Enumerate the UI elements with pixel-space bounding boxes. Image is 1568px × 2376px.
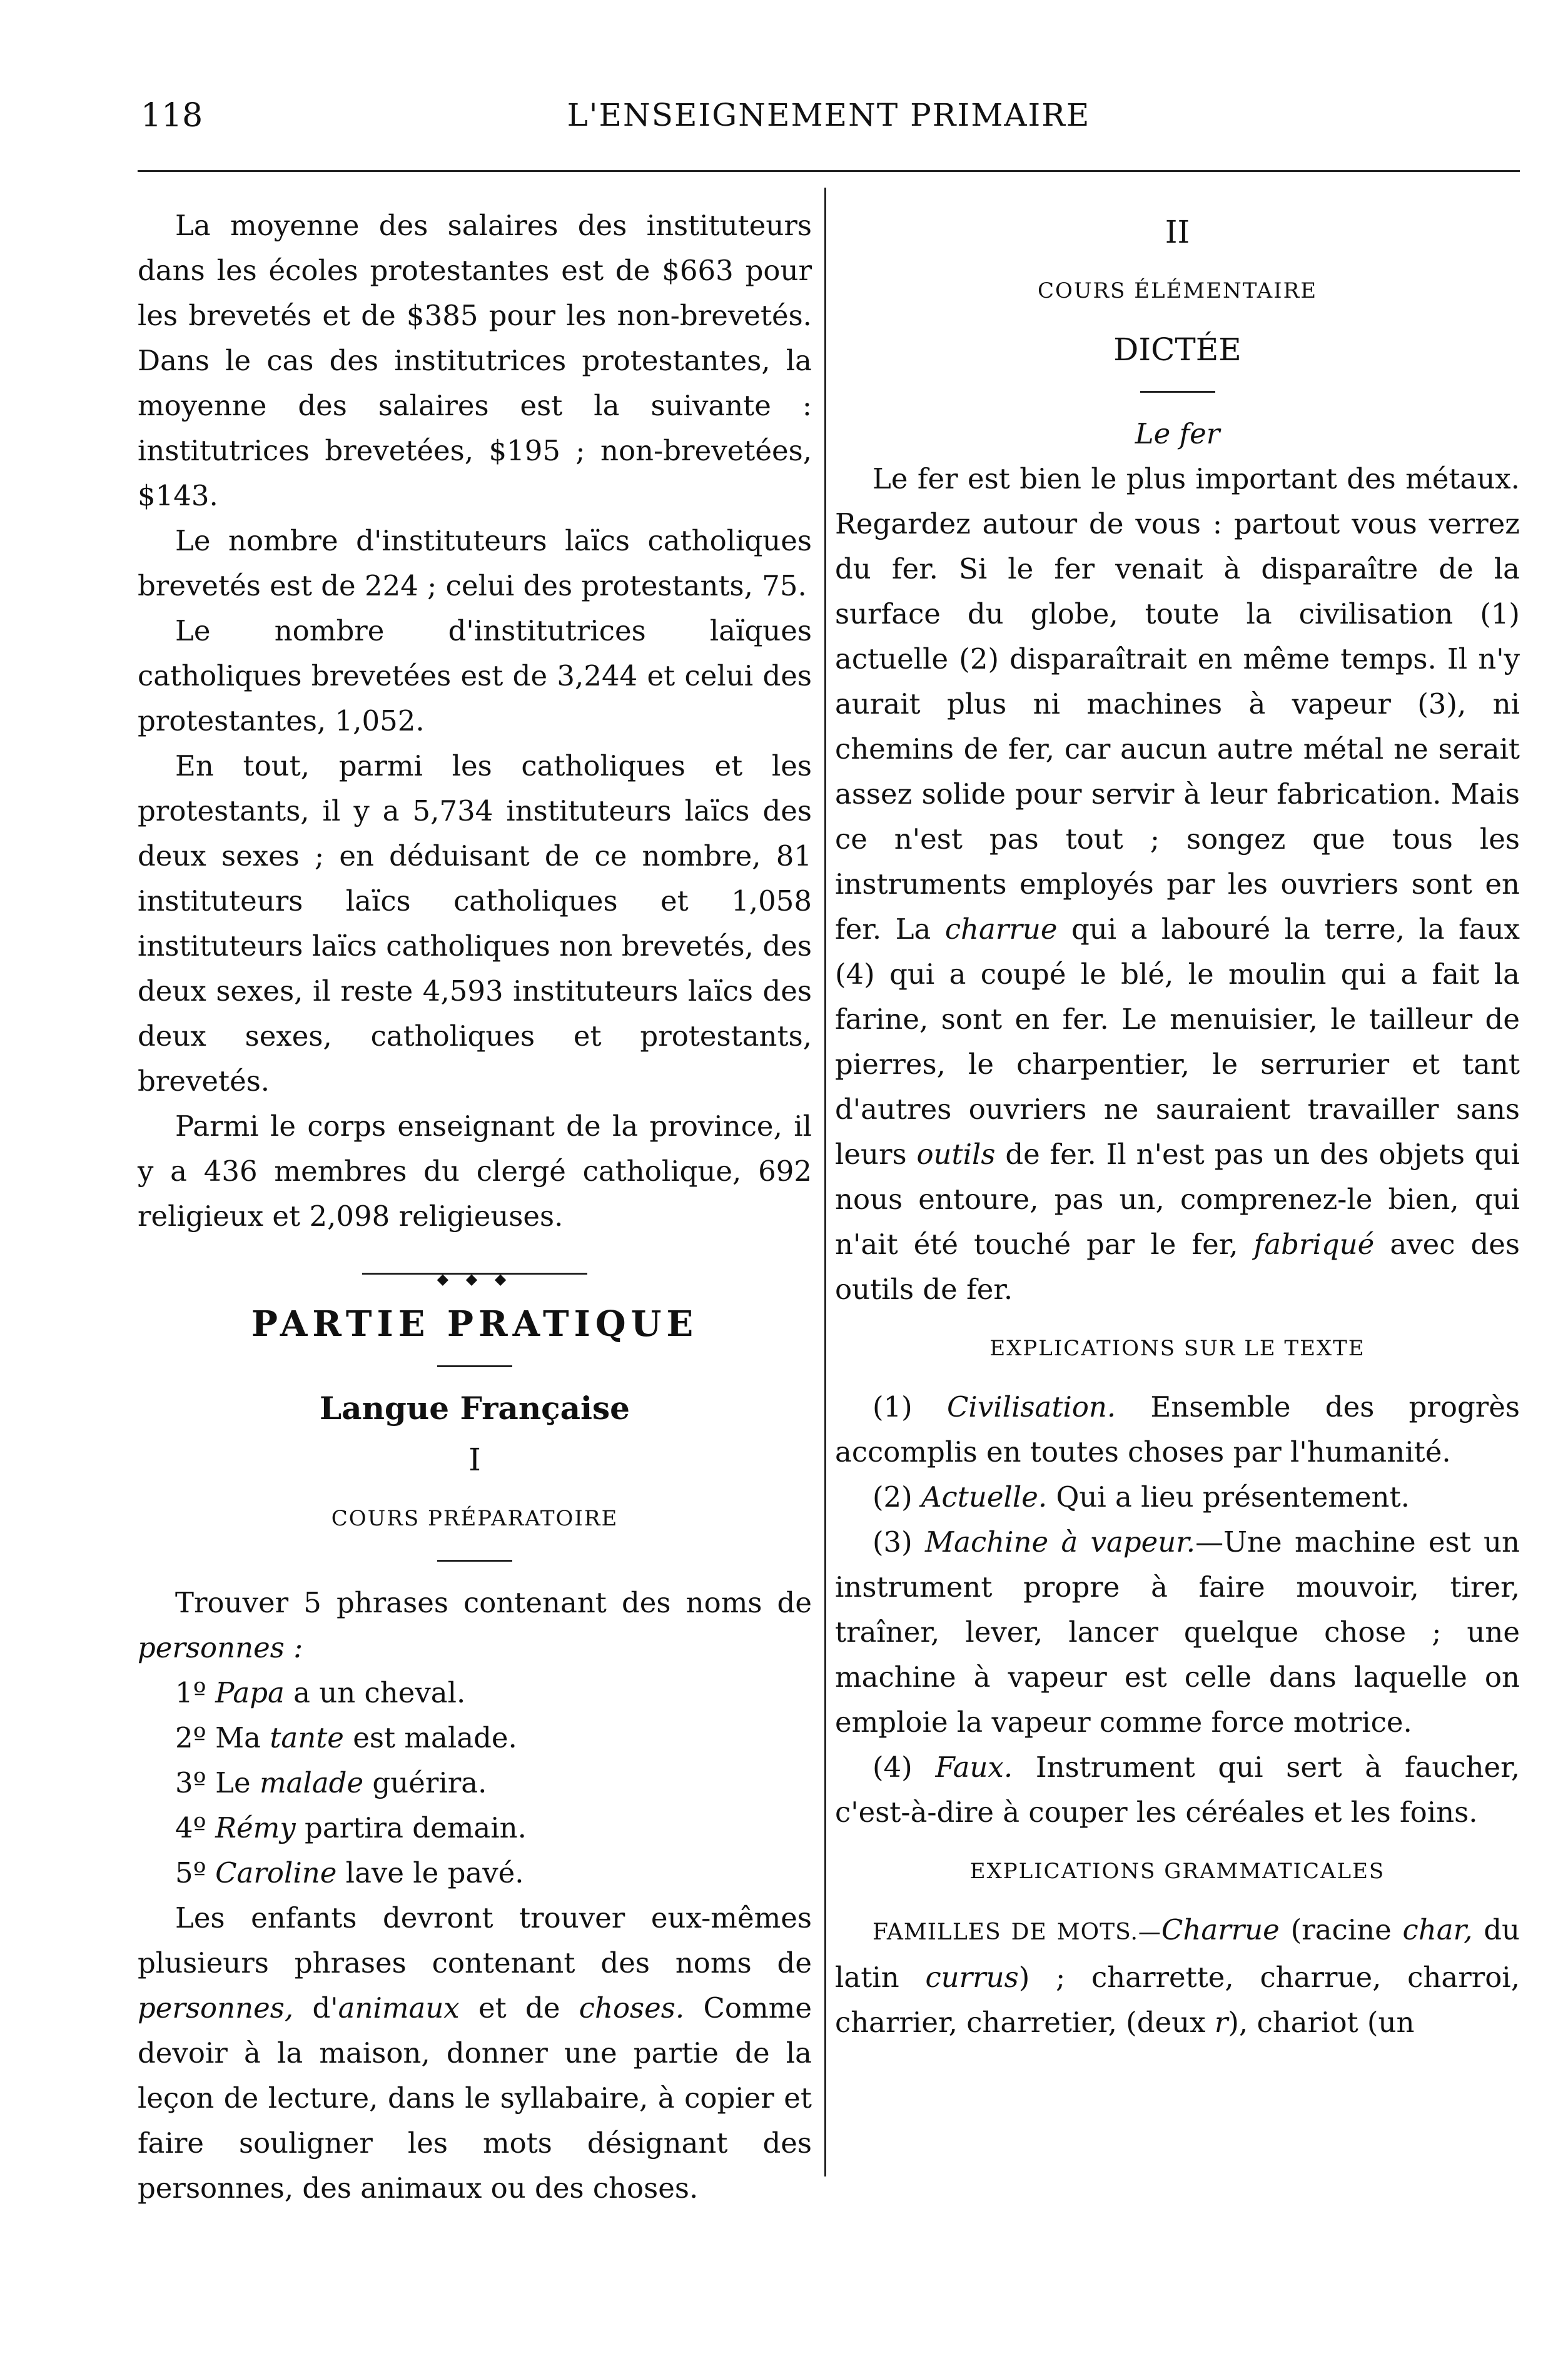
- short-rule: [437, 1365, 512, 1367]
- section-number: I: [468, 1442, 481, 1478]
- list-item: 1º Papa a un cheval.: [175, 1676, 466, 1709]
- list-item: 3º Le malade guérira.: [175, 1766, 487, 1799]
- page-header: [141, 97, 1517, 141]
- paragraph-homework: Les enfants devront trouver eux-mêmes plusieurs phrases contenant des noms de personnes, d'animaux et de choses. Comme devoir à la maison, donner une partie de la leçon de lecture, dans le syllabaire, à copier et faire souligner les mots désignant des personnes, des animaux ou des choses.: [138, 1901, 812, 2205]
- column-divider: [824, 188, 826, 2176]
- grammar-heading: EXPLICATIONS GRAMMATICALES: [969, 1859, 1385, 1884]
- exercise-instruction: Trouver 5 phrases contenant des noms de personnes :: [138, 1586, 812, 1664]
- left-column: [138, 203, 812, 2211]
- dictation-subtitle: Le fer: [1135, 417, 1220, 450]
- list-item: 4º Rémy partira demain.: [175, 1811, 527, 1844]
- section-title: PARTIE PRATIQUE: [251, 1303, 699, 1345]
- subsection-title: Langue Française: [320, 1390, 630, 1427]
- ornament-divider: [362, 1270, 587, 1276]
- section-number: II: [1165, 214, 1190, 250]
- word-families: FAMILLES DE MOTS.—Charrue (racine char, du latin currus) ; charrette, charrue, charroi, charrier, charretier, (deux r), chariot (un: [835, 1913, 1520, 2039]
- course-label: COURS ÉLÉMENTAIRE: [1037, 278, 1318, 303]
- list-item: 5º Caroline lave le pavé.: [175, 1856, 524, 1889]
- dictation-title: DICTÉE: [1113, 331, 1242, 368]
- explanation-item: (1) Civilisation. Ensemble des progrès accomplis en toutes choses par l'humanité.: [835, 1390, 1520, 1469]
- paragraph-clergy: Parmi le corps enseignant de la province, il y a 436 membres du clergé catholique, 692 religieux et 2,098 religieuses.: [138, 1110, 812, 1233]
- short-rule: [437, 1560, 512, 1562]
- course-label: COURS PRÉPARATOIRE: [331, 1506, 619, 1531]
- explanation-item: (2) Actuelle. Qui a lieu présentement.: [873, 1480, 1410, 1514]
- right-column: [835, 203, 1520, 2045]
- paragraph-lay-female-teachers: Le nombre d'institutrices laïques catholiques brevetées est de 3,244 et celui des protestantes, 1,052.: [138, 614, 812, 737]
- explanation-item: (4) Faux. Instrument qui sert à faucher, c'est-à-dire à couper les céréales et les foins.: [835, 1751, 1520, 1829]
- dictation-text: Le fer est bien le plus important des métaux. Regardez autour de vous : partout vous verrez du fer. Si le fer venait à disparaître de la surface du globe, toute la civilisation (1) actuelle (2) disparaîtrait en même temps. Il n'y aurait plus ni machines à vapeur (3), ni chemins de fer, car aucun autre métal ne serait assez solide pour servir à leur fabrication. Mais ce n'est pas tout ; songez que tous les instruments employés par les ouvriers sont en fer. La charrue qui a labouré la terre, la faux (4) qui a coupé le blé, le moulin qui a fait la farine, sont en fer. Le menuisier, le tailleur de pierres, le charpentier, le serrurier et tant d'autres ouvriers ne sauraient travailler sans leurs outils de fer. Il n'est pas un des objets qui nous entoure, pas un, comprenez-le bien, qui n'ait été touché par le fer, fabriqué avec des outils de fer.: [835, 462, 1520, 1306]
- short-rule: [1140, 391, 1215, 393]
- page-number: 118: [141, 97, 203, 134]
- running-title: L'ENSEIGNEMENT PRIMAIRE: [567, 97, 1091, 133]
- paragraph-lay-teachers: Le nombre d'instituteurs laïcs catholiques brevetés est de 224 ; celui des protestants, 75.: [138, 524, 812, 602]
- paragraph-salaries: La moyenne des salaires des instituteurs dans les écoles protestantes est de $663 pour les brevetés et de $385 pour les non-brevetés. Dans le cas des institutrices protestantes, la moyenne des salaires est la suivante : institutrices brevetées, $195 ; non-brevetées, $143.: [138, 209, 812, 512]
- explanation-item: (3) Machine à vapeur.—Une machine est un instrument propre à faire mouvoir, tirer, traîner, lever, lancer quelque chose ; une machine à vapeur est celle dans laquelle on emploie la vapeur comme force motrice.: [835, 1525, 1520, 1739]
- explanations-heading: EXPLICATIONS SUR LE TEXTE: [989, 1336, 1365, 1361]
- paragraph-totals: En tout, parmi les catholiques et les protestants, il y a 5,734 instituteurs laïcs des deux sexes ; en déduisant de ce nombre, 81 instituteurs laïcs catholiques et 1,058 instituteurs laïcs catholiques non brevetés, des deux sexes, il reste 4,593 instituteurs laïcs des deux sexes, catholiques et protestants, brevetés.: [138, 749, 812, 1098]
- list-item: 2º Ma tante est malade.: [175, 1721, 517, 1754]
- header-rule: [138, 170, 1520, 172]
